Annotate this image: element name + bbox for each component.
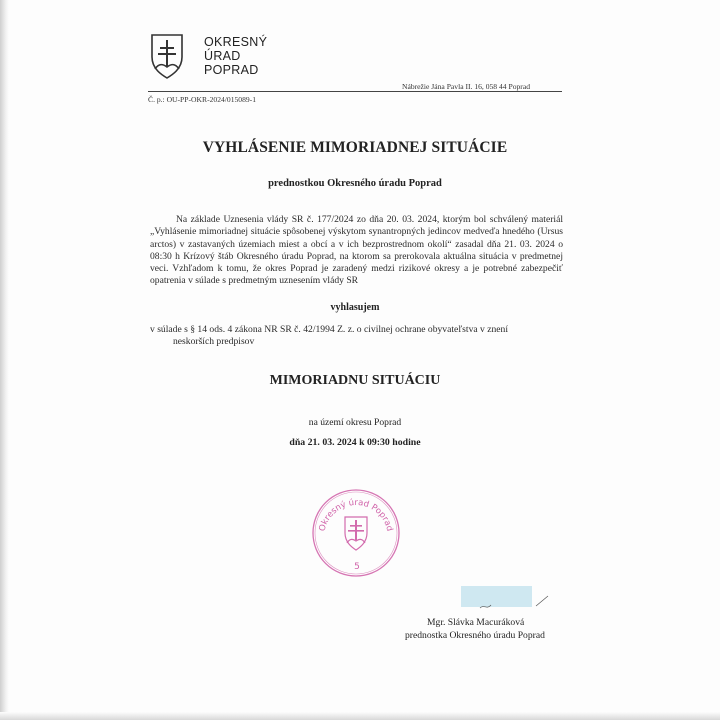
office-address: Nábrežie Jána Pavla II. 16, 058 44 Poprad [402, 82, 530, 91]
territory-text: na území okresu Poprad [308, 417, 402, 428]
effective-datetime: dňa 21. 03. 2024 k 09:30 hodine [289, 437, 421, 448]
legal-basis-line: neskorších predpisov [173, 336, 255, 348]
body-paragraph: Na základe Uznesenia vlády SR č. 177/2024 zo dňa 20. 03. 2024, ktorým bol schválený materiál „Vyhlásenie mimoriadnej situácie spôsobenej výskytom synantropných jedincov medveďa hnedého (Ursus arctos) v zastavaných územiach miest a obcí a v ich bezprostrednom okolí“ zasadal dňa 21. 03. 2024 o 08:30 h Krízový štáb Okresného úradu Poprad, na ktorom sa prerokovala aktuálna situácia v predmetnej veci. Vzhľadom k tomu, že okres Poprad je zaradený medzi rizikové okresy a je potrebné zabezpečiť opatrenia v súlade s predmetným uznesením vlády SR [150, 214, 563, 287]
org-line: POPRAD [204, 63, 259, 77]
scan-edge-bottom [0, 712, 720, 720]
organization-name [204, 35, 267, 77]
scan-edge-left [0, 0, 9, 720]
signer-role: prednostka Okresného úradu Poprad [405, 630, 545, 641]
handwritten-signature [478, 592, 553, 614]
document-subtitle: prednostkou Okresného úradu Poprad [268, 178, 442, 189]
stamp-number: 5 [354, 562, 360, 572]
official-stamp [310, 487, 402, 579]
stamp-text: Okresný úrad Poprad [317, 497, 395, 533]
legal-basis [150, 324, 563, 349]
reference-number: Č. p.: OU-PP-OKR-2024/015089-1 [148, 95, 257, 104]
declaration-word: vyhlasujem [330, 302, 380, 313]
org-line: ÚRAD [204, 49, 241, 63]
stamp-coat-of-arms-icon [345, 517, 367, 550]
coat-of-arms-icon [150, 33, 184, 79]
org-line: OKRESNÝ [204, 35, 268, 49]
legal-basis-line: v súlade s § 14 ods. 4 zákona NR SR č. 42/1994 Z. z. o civilnej ochrane obyvateľstva v znení [150, 324, 508, 335]
document-title: VYHLÁSENIE MIMORIADNEJ SITUÁCIE [202, 139, 508, 156]
signer-name: Mgr. Slávka Macuráková [427, 617, 525, 628]
header-divider [148, 91, 562, 92]
situation-heading: MIMORIADNU SITUÁCIU [269, 373, 441, 388]
